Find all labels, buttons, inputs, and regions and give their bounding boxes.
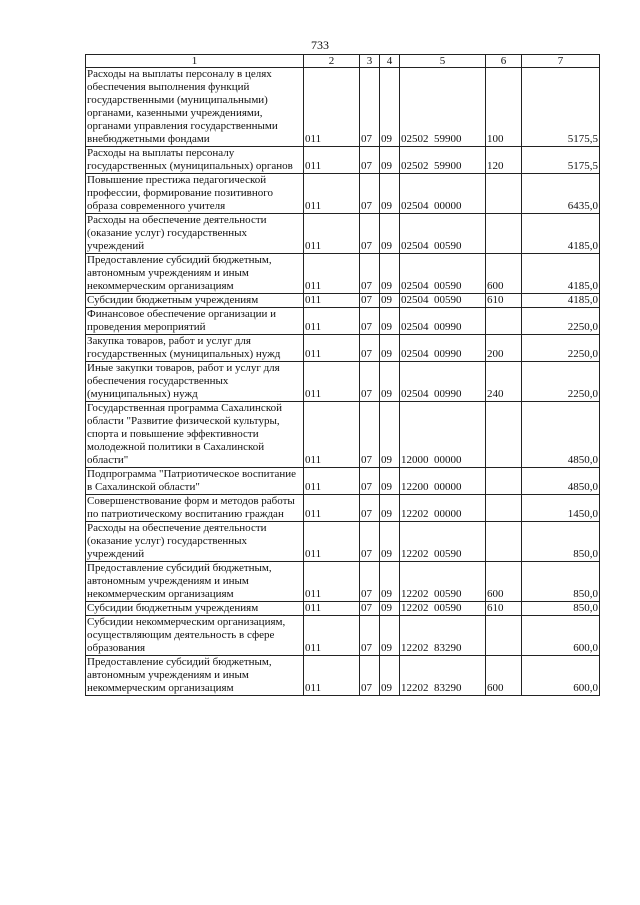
expense-name-cell: Расходы на выплаты персоналу в целях обеспечения выполнения функций государственными (муниципальными) органами, казенными учреждениями, органами управления государственными внебюджетными фондами — [86, 68, 304, 147]
table-row — [86, 495, 600, 522]
page-number: 733 — [311, 38, 329, 52]
target-article-cell: 02504 00590 — [400, 254, 486, 294]
target-article-cell: 02504 00590 — [400, 214, 486, 254]
expense-name-cell: Расходы на обеспечение деятельности (оказание услуг) государственных учреждений — [86, 214, 304, 254]
table-row — [86, 616, 600, 656]
subsection-code-cell: 09 — [380, 308, 400, 335]
admin-code-cell: 011 — [304, 522, 360, 562]
column-header: 7 — [522, 55, 600, 68]
expense-type-cell: 600 — [486, 254, 522, 294]
target-article-cell: 02504 00000 — [400, 174, 486, 214]
table-row — [86, 308, 600, 335]
admin-code-cell: 011 — [304, 335, 360, 362]
amount-cell: 4850,0 — [522, 468, 600, 495]
amount-cell: 850,0 — [522, 602, 600, 616]
amount-cell: 2250,0 — [522, 335, 600, 362]
admin-code-cell: 011 — [304, 468, 360, 495]
table-row — [86, 147, 600, 174]
expense-type-cell — [486, 522, 522, 562]
target-article-cell: 02504 00990 — [400, 335, 486, 362]
expense-type-cell: 610 — [486, 602, 522, 616]
expense-name-cell: Государственная программа Сахалинской области "Развитие физической культуры, спорта и повышение эффективности молодежной политики в Сахалинской области" — [86, 402, 304, 468]
section-code-cell: 07 — [360, 147, 380, 174]
target-article-cell: 02502 59900 — [400, 68, 486, 147]
expense-type-cell: 240 — [486, 362, 522, 402]
target-article-cell: 12200 00000 — [400, 468, 486, 495]
admin-code-cell: 011 — [304, 294, 360, 308]
subsection-code-cell: 09 — [380, 335, 400, 362]
admin-code-cell: 011 — [304, 616, 360, 656]
subsection-code-cell: 09 — [380, 602, 400, 616]
column-header: 5 — [400, 55, 486, 68]
table-row — [86, 254, 600, 294]
section-code-cell: 07 — [360, 362, 380, 402]
section-code-cell: 07 — [360, 468, 380, 495]
expense-name-cell: Совершенствование форм и методов работы по патриотическому воспитанию граждан — [86, 495, 304, 522]
amount-cell: 6435,0 — [522, 174, 600, 214]
table-row — [86, 522, 600, 562]
expense-type-cell: 100 — [486, 68, 522, 147]
admin-code-cell: 011 — [304, 656, 360, 696]
admin-code-cell: 011 — [304, 402, 360, 468]
expense-type-cell — [486, 308, 522, 335]
subsection-code-cell: 09 — [380, 254, 400, 294]
amount-cell: 600,0 — [522, 616, 600, 656]
expense-name-cell: Подпрограмма "Патриотическое воспитание в Сахалинской области" — [86, 468, 304, 495]
amount-cell: 600,0 — [522, 656, 600, 696]
subsection-code-cell: 09 — [380, 68, 400, 147]
table-row — [86, 402, 600, 468]
column-header: 6 — [486, 55, 522, 68]
expense-name-cell: Иные закупки товаров, работ и услуг для обеспечения государственных (муниципальных) нужд — [86, 362, 304, 402]
expense-type-cell: 120 — [486, 147, 522, 174]
expense-type-cell — [486, 214, 522, 254]
target-article-cell: 12202 00590 — [400, 562, 486, 602]
subsection-code-cell: 09 — [380, 174, 400, 214]
target-article-cell: 02504 00990 — [400, 362, 486, 402]
section-code-cell: 07 — [360, 616, 380, 656]
section-code-cell: 07 — [360, 656, 380, 696]
table-row — [86, 68, 600, 147]
column-header: 1 — [86, 55, 304, 68]
target-article-cell: 12202 00000 — [400, 495, 486, 522]
expense-name-cell: Предоставление субсидий бюджетным, автономным учреждениям и иным некоммерческим организациям — [86, 656, 304, 696]
admin-code-cell: 011 — [304, 362, 360, 402]
subsection-code-cell: 09 — [380, 294, 400, 308]
expense-type-cell — [486, 402, 522, 468]
budget-table — [85, 54, 600, 696]
section-code-cell: 07 — [360, 308, 380, 335]
admin-code-cell: 011 — [304, 495, 360, 522]
target-article-cell: 12202 83290 — [400, 656, 486, 696]
expense-type-cell — [486, 495, 522, 522]
amount-cell: 4850,0 — [522, 402, 600, 468]
expense-type-cell — [486, 616, 522, 656]
target-article-cell: 12202 83290 — [400, 616, 486, 656]
expense-name-cell: Предоставление субсидий бюджетным, автономным учреждениям и иным некоммерческим организациям — [86, 562, 304, 602]
section-code-cell: 07 — [360, 602, 380, 616]
subsection-code-cell: 09 — [380, 468, 400, 495]
admin-code-cell: 011 — [304, 68, 360, 147]
column-header: 4 — [380, 55, 400, 68]
subsection-code-cell: 09 — [380, 656, 400, 696]
amount-cell: 2250,0 — [522, 362, 600, 402]
amount-cell: 5175,5 — [522, 68, 600, 147]
expense-name-cell: Расходы на обеспечение деятельности (оказание услуг) государственных учреждений — [86, 522, 304, 562]
section-code-cell: 07 — [360, 174, 380, 214]
section-code-cell: 07 — [360, 214, 380, 254]
table-row — [86, 362, 600, 402]
section-code-cell: 07 — [360, 402, 380, 468]
section-code-cell: 07 — [360, 562, 380, 602]
subsection-code-cell: 09 — [380, 362, 400, 402]
admin-code-cell: 011 — [304, 147, 360, 174]
subsection-code-cell: 09 — [380, 147, 400, 174]
subsection-code-cell: 09 — [380, 495, 400, 522]
section-code-cell: 07 — [360, 294, 380, 308]
amount-cell: 850,0 — [522, 522, 600, 562]
target-article-cell: 02502 59900 — [400, 147, 486, 174]
table-row — [86, 656, 600, 696]
amount-cell: 1450,0 — [522, 495, 600, 522]
section-code-cell: 07 — [360, 495, 380, 522]
admin-code-cell: 011 — [304, 562, 360, 602]
subsection-code-cell: 09 — [380, 616, 400, 656]
amount-cell: 5175,5 — [522, 147, 600, 174]
subsection-code-cell: 09 — [380, 214, 400, 254]
table-row — [86, 602, 600, 616]
admin-code-cell: 011 — [304, 174, 360, 214]
target-article-cell: 12000 00000 — [400, 402, 486, 468]
expense-name-cell: Субсидии бюджетным учреждениям — [86, 602, 304, 616]
expense-type-cell: 600 — [486, 562, 522, 602]
expense-type-cell: 200 — [486, 335, 522, 362]
expense-name-cell: Закупка товаров, работ и услуг для государственных (муниципальных) нужд — [86, 335, 304, 362]
expense-type-cell: 600 — [486, 656, 522, 696]
expense-type-cell — [486, 468, 522, 495]
table-body — [86, 68, 600, 696]
target-article-cell: 12202 00590 — [400, 522, 486, 562]
expense-name-cell: Расходы на выплаты персоналу государственных (муниципальных) органов — [86, 147, 304, 174]
expense-name-cell: Предоставление субсидий бюджетным, автономным учреждениям и иным некоммерческим организациям — [86, 254, 304, 294]
amount-cell: 4185,0 — [522, 294, 600, 308]
amount-cell: 850,0 — [522, 562, 600, 602]
expense-name-cell: Субсидии бюджетным учреждениям — [86, 294, 304, 308]
table-row — [86, 335, 600, 362]
section-code-cell: 07 — [360, 254, 380, 294]
column-header: 2 — [304, 55, 360, 68]
admin-code-cell: 011 — [304, 308, 360, 335]
column-header: 3 — [360, 55, 380, 68]
expense-type-cell — [486, 174, 522, 214]
section-code-cell: 07 — [360, 522, 380, 562]
expense-name-cell: Финансовое обеспечение организации и проведения мероприятий — [86, 308, 304, 335]
target-article-cell: 02504 00590 — [400, 294, 486, 308]
expense-name-cell: Субсидии некоммерческим организациям, осуществляющим деятельность в сфере образования — [86, 616, 304, 656]
subsection-code-cell: 09 — [380, 402, 400, 468]
expense-name-cell: Повышение престижа педагогической профессии, формирование позитивного образа современного учителя — [86, 174, 304, 214]
expense-type-cell: 610 — [486, 294, 522, 308]
table-row — [86, 214, 600, 254]
target-article-cell: 12202 00590 — [400, 602, 486, 616]
amount-cell: 2250,0 — [522, 308, 600, 335]
table-row — [86, 562, 600, 602]
admin-code-cell: 011 — [304, 254, 360, 294]
subsection-code-cell: 09 — [380, 562, 400, 602]
table-row — [86, 294, 600, 308]
section-code-cell: 07 — [360, 335, 380, 362]
amount-cell: 4185,0 — [522, 214, 600, 254]
column-number-row — [86, 55, 600, 68]
admin-code-cell: 011 — [304, 602, 360, 616]
target-article-cell: 02504 00990 — [400, 308, 486, 335]
section-code-cell: 07 — [360, 68, 380, 147]
table-row — [86, 468, 600, 495]
admin-code-cell: 011 — [304, 214, 360, 254]
subsection-code-cell: 09 — [380, 522, 400, 562]
amount-cell: 4185,0 — [522, 254, 600, 294]
table-row — [86, 174, 600, 214]
